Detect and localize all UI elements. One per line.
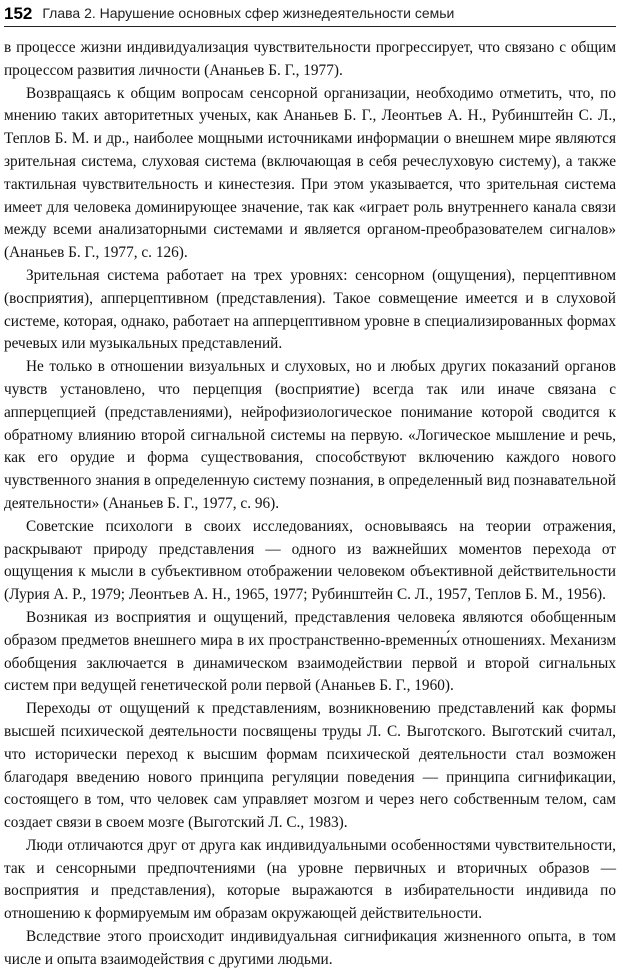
paragraph: Переходы от ощущений к представлениям, возникновению представлений как формы высшей психической деятельности посвящены труды Л. С. Выготского. Выготский считал, что исторически переход к высшим формам психической деятельности стал возможен благодаря введению нового принципа регуляции поведения — принципа сигнификации, состоящего в том, что человек сам управляет мозгом и через него собственным телом, сам создает связи в своем мозге (Выготский Л. С., 1983). xyxy=(4,700,616,832)
running-head xyxy=(4,0,616,27)
paragraph: Возвращаясь к общим вопросам сенсорной организации, необходимо отметить, что, по мнению таких авторитетных ученых, как Ананьев Б. Г., Леонтьев А. Н., Рубинштейн С. Л., Теплов Б. М. и др., наиболее мощными источниками информации о внешнем мире являются зрительная система, слуховая система (включающая в себя речеслуховую систему), а также тактильная чувствительность и кинестезия. При этом указывается, что зрительная система имеет для человека доминирующее значение, так как «играет роль внутреннего канала связи между всеми анализаторными системами и является органом-преобразователем сигналов» (Ананьев Б. Г., 1977, с. 126). xyxy=(4,84,616,262)
paragraph: Зрительная система работает на трех уровнях: сенсорном (ощущения), перцептивном (восприятия), апперцептивном (представления). Такое совмещение имеется и в слуховой системе, которая, однако, работает на апперцептивном уровне в специализированных формах речевых или музыкальных представлений. xyxy=(4,266,616,353)
paragraph: Вследствие этого происходит индивидуальная сигнификация жизненного опыта, в том числе и опыта взаимодействия с другими людьми. xyxy=(4,928,616,968)
paragraph: Не только в отношении визуальных и слуховых, но и любых других показаний органов чувств установлено, что перцепция (восприятие) всегда так или иначе связана с апперцепцией (представлениями), нейрофизиологическое понимание которой сводится к обратному влиянию второй сигнальной системы на первую. «Логическое мышление и речь, как его орудие и форма существования, способствуют включению каждого нового чувственного знания в определенную систему познания, в определенный вид познавательной деятельности» (Ананьев Б. Г., 1977, с. 96). xyxy=(4,358,616,512)
chapter-title: Глава 2. Нарушение основных сфер жизнедеятельности семьи xyxy=(42,5,455,21)
paragraph: Советские психологи в своих исследованиях, основываясь на теории отражения, раскрывают природу представления — одного из важнейших моментов перехода от ощущения к мысли в субъективном отображении человеком объективной действительности (Лурия А. Р., 1979; Леонтьев А. Н., 1965, 1977; Рубинштейн С. Л., 1957, Теплов Б. М., 1956). xyxy=(4,517,616,604)
paragraph: Люди отличаются друг от друга как индивидуальными особенностями чувствительности, так и сенсорными предпочтениями (на уровне первичных и вторичных образов — восприятия и представления), которые выражаются в избирательности индивида по отношению к формируемым им образам окружающей действительности. xyxy=(4,836,616,923)
paragraph: в процессе жизни индивидуализация чувствительности прогрессирует, что связано с общим процессом развития личности (Ананьев Б. Г., 1977). xyxy=(4,39,616,79)
page-number: 152 xyxy=(4,3,33,23)
paragraph: Возникая из восприятия и ощущений, представления человека являются обобщенным образом предметов внешнего мира в их пространственно-временны́х отношениях. Механизм обобщения заключается в динамическом взаимодействии первой и второй сигнальных систем при ведущей генетической роли первой (Ананьев Б. Г., 1960). xyxy=(4,608,616,695)
body-text xyxy=(4,37,616,972)
